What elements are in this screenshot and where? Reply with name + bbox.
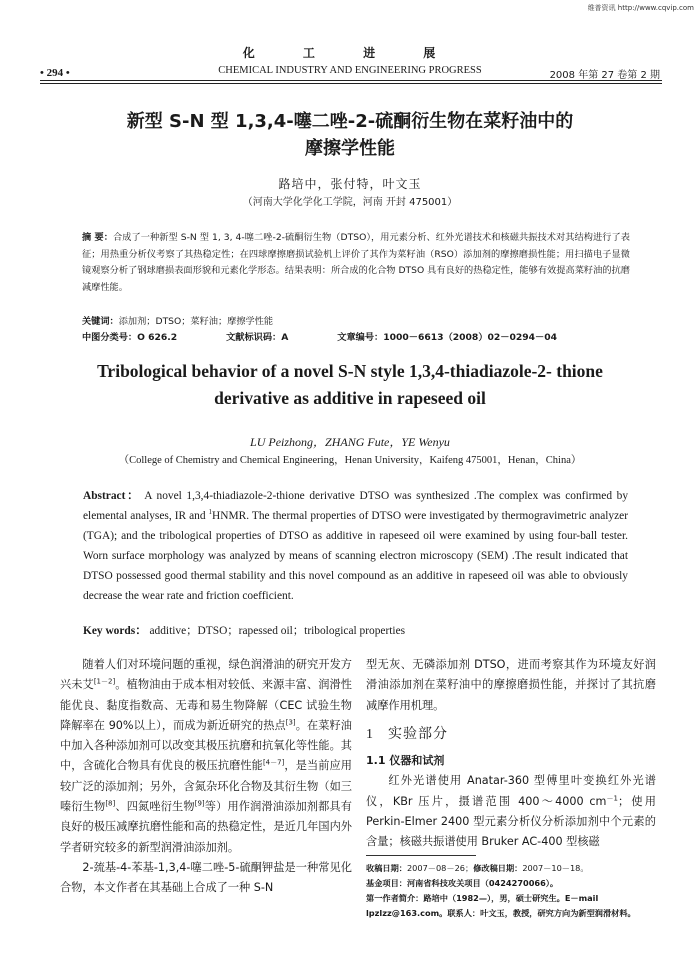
article-number: 文章编号：1000－6613（2008）02－0294－04 — [337, 332, 558, 343]
classification-line — [82, 329, 630, 343]
paper-title-cn — [60, 108, 640, 162]
body-paragraph-4: 红外光谱使用 Anatar-360 型傅里叶变换红外光谱仪，KBr 压片，摄谱范围 400～4000 $cm^{-1}$；使用 Perkin-Elmer 2400 型元素分析仪分析添加剂中个元素的含量；核磁共振谱使用 Bruker AC-400 型核磁 — [366, 774, 656, 849]
body-paragraph-3: 型无灰、无磷添加剂 DTSO，进而考察其作为环境友好润滑油添加剂在菜籽油中的摩擦磨损性能，并探讨了其抗磨减摩作用机理。 — [366, 658, 656, 712]
body-column-right — [366, 655, 656, 853]
abstract-en-label: Abstract： — [83, 490, 141, 502]
keywords-cn-text: 添加剂；DTSO；菜籽油；摩擦学性能 — [118, 316, 274, 327]
keywords-cn-label: 关键词： — [82, 316, 119, 327]
footnote-rule — [366, 855, 476, 856]
footnote-dates: 收稿日期：2007－08－26；修改稿日期：2007－10－18。 — [366, 863, 589, 873]
authors-en: LU Peizhong，ZHANG Fute，YE Wenyu — [250, 435, 450, 449]
keywords-en — [83, 622, 628, 638]
abstract-en — [83, 486, 628, 606]
authors-cn: 路培中，张付特，叶文玉 — [278, 177, 422, 191]
header-rule — [40, 80, 662, 81]
abstract-cn-text: 合成了一种新型 S-N 型 1, 3, 4-噻二唑-2-硫酮衍生物（DTSO），用元素分析、红外光谱技术和核磁共振技术对其结构进行了表征；用热重分析仪考察了其热稳定性；在四球摩擦磨损试验机上评价了其作为菜籽油（RSO）添加剂的摩擦磨损性能；用扫描电子显微镜观察分析了钢球磨损表面形貌和元素化学形态。结果表明：所合成的化合物 DTSO 具有良好的热稳定性，能够有效提高菜籽油的抗磨减摩性能。 — [82, 232, 630, 293]
journal-title-en: CHEMICAL INDUSTRY AND ENGINEERING PROGRESS — [218, 65, 482, 76]
abstract-cn — [82, 230, 630, 296]
section-heading: 1 实验部分 — [366, 725, 448, 742]
abstract-en-text1: A novel 1,3,4-thiadiazole-2-thione derivative DTSO was synthesized .The complex was confirmed by elemental analyses, IR and — [83, 490, 629, 522]
keywords-en-label: Key words： — [83, 625, 147, 637]
journal-issue: 2008 年第 27 卷第 2 期 — [549, 70, 660, 81]
page-number: • 294 • — [40, 67, 70, 79]
header-rule-thin — [40, 83, 662, 84]
journal-title-cn: 化 工 进 展 — [242, 46, 458, 60]
clc-number: 中图分类号：O 626.2 — [82, 332, 178, 343]
paper-title-en — [70, 358, 630, 412]
body-column-left — [60, 655, 352, 899]
body-paragraph-2: 2-巯基-4-苯基-1,3,4-噻二唑-5-硫酮钾盐是一种常见化合物，本文作者在其基础上合成了一种 S-N — [60, 860, 352, 895]
paper-title-en-line1: Tribological behavior of a novel S-N style 1,3,4-thiadiazole-2- thione — [97, 361, 603, 381]
watermark-text: 维普资讯 http://www.cqvip.com — [587, 4, 694, 12]
document-code: 文献标识码：A — [226, 332, 289, 343]
footnote-author: 第一作者简介：路培中（1982—），男，硕士研究生。E－mail lpzlzz@163.com。联系人：叶文玉，教授，研究方向为新型润滑材料。 — [366, 893, 636, 918]
footnotes — [366, 861, 656, 921]
keywords-en-text: additive；DTSO；rapessed oil；tribological properties — [149, 625, 406, 637]
subsection-heading: 1.1 仪器和试剂 — [366, 754, 445, 768]
affiliation-cn: （河南大学化学化工学院，河南 开封 475001） — [242, 197, 458, 208]
abstract-en-sup: 1 — [208, 508, 213, 517]
keywords-cn — [82, 313, 630, 327]
abstract-cn-label: 摘 要： — [82, 232, 114, 243]
affiliation-en: （College of Chemistry and Chemical Engineering，Henan University，Kaifeng 475001，Henan，China） — [118, 455, 582, 466]
paper-title-cn-line2: 摩擦学性能 — [305, 138, 395, 159]
footnote-fund: 基金项目：河南省科技攻关项目（0424270066）。 — [366, 878, 559, 888]
abstract-en-text2: HNMR. The thermal properties of DTSO were investigated by thermogravimetric analyzer (TGA); and the tribological properties of DTSO as additive in rapeseed oil were examined by using four-ball tester. Worn surface morphology was analyzed by means of scanning electron microscopy (SEM) .The result indicated that DTSO possessed good thermal stability and this novel compound as an additive in rapeseed oil was able to obviously decrease the wear rate and friction coefficient. — [83, 510, 629, 602]
paper-title-en-line2: derivative as additive in rapeseed oil — [214, 388, 486, 408]
paper-title-cn-line1: 新型 S-N 型 1,3,4-噻二唑-2-硫酮衍生物在菜籽油中的 — [126, 111, 574, 132]
body-paragraph-1: 随着人们对环境问题的重视，绿色润滑油的研究开发方兴未艾[1－2]。植物油由于成本相对较低、来源丰富、润滑性能优良、黏度指数高、无毒和易生物降解（CEC 试验生物降解率在 90%以上），而成为新近研究的热点[3]。在菜籽油中加入各种添加剂可以改变其极压抗磨和抗氧化等性能。其中，含硫化合物具有优良的极压抗磨性能[4－7]，是当前应用较广泛的添加剂；另外，含氮杂环化合物及其衍生物（如三嗪衍生物[8]、四氮唑衍生物[9]等）用作润滑油添加剂都具有良好的极压减摩抗磨性能和高的热稳定性，是近几年国内外学者研究较多的新型润滑油添加剂。 — [60, 658, 352, 854]
